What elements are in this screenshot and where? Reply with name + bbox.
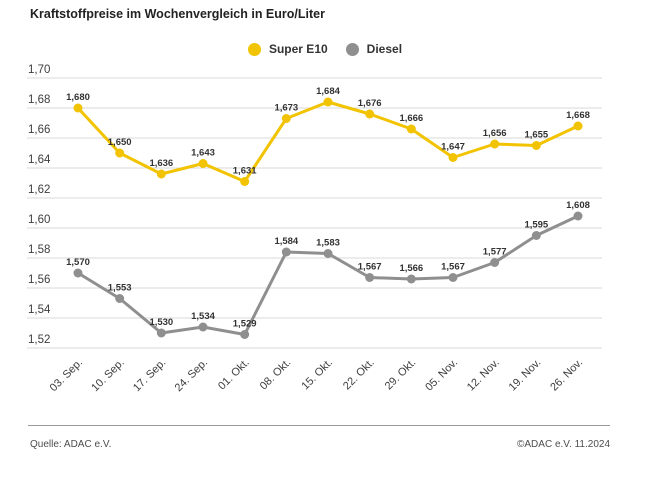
data-point — [490, 258, 499, 267]
data-point — [365, 273, 374, 282]
y-axis-tick-label: 1,70 — [28, 64, 51, 76]
x-axis-tick-label: 05. Nov. — [423, 356, 461, 394]
data-point-label: 1,567 — [357, 261, 382, 273]
data-point-label: 1,636 — [149, 158, 174, 169]
copyright-note: ©ADAC e.V. 11.2024 — [517, 439, 610, 450]
data-point — [74, 104, 83, 113]
y-axis-tick-label: 1,68 — [28, 94, 51, 106]
x-axis-tick-label: 15. Okt. — [299, 356, 336, 393]
data-point-label: 1,673 — [274, 102, 299, 114]
data-point — [240, 177, 249, 186]
data-point-label: 1,676 — [357, 98, 382, 109]
data-point — [115, 149, 124, 158]
data-point — [324, 98, 333, 107]
x-axis-tick-label: 26. Nov. — [548, 356, 586, 394]
data-point-label: 1,570 — [66, 257, 90, 268]
data-point-label: 1,529 — [232, 318, 257, 330]
data-point — [365, 110, 374, 119]
data-point-label: 1,647 — [441, 141, 465, 153]
y-axis-tick-label: 1,62 — [28, 184, 51, 196]
data-point — [157, 329, 166, 338]
data-point — [449, 153, 458, 162]
data-point — [532, 231, 541, 240]
y-axis-tick-label: 1,54 — [28, 304, 51, 316]
y-axis-tick-label: 1,56 — [28, 274, 51, 286]
data-point-label: 1,567 — [441, 261, 465, 273]
data-point — [199, 159, 208, 168]
data-point-label: 1,666 — [399, 113, 424, 124]
y-axis-tick-label: 1,60 — [28, 214, 51, 226]
y-axis-tick-label: 1,66 — [28, 124, 51, 136]
data-point-label: 1,650 — [107, 137, 132, 148]
data-point — [240, 330, 249, 339]
data-point-label: 1,643 — [191, 147, 215, 159]
x-axis-tick-label: 08. Okt. — [257, 356, 294, 393]
x-axis-tick-label: 01. Okt. — [216, 356, 252, 393]
data-point — [532, 141, 541, 150]
data-point-label: 1,530 — [149, 317, 174, 328]
data-point-label: 1,584 — [274, 236, 299, 247]
x-axis-tick-label: 03. Sep. — [47, 356, 86, 395]
legend-label-diesel: Diesel — [366, 42, 403, 56]
data-point-label: 1,566 — [399, 263, 424, 274]
data-point — [407, 125, 416, 134]
data-point-label: 1,553 — [107, 282, 132, 294]
series-line-super-e10 — [78, 102, 578, 182]
data-point-label: 1,656 — [482, 128, 507, 139]
data-point-label: 1,595 — [524, 219, 549, 231]
chart-title: Kraftstoffpreise im Wochenvergleich in Euro/Liter — [30, 7, 325, 21]
x-axis-tick-label: 24. Sep. — [172, 356, 211, 395]
source-note: Quelle: ADAC e.V. — [30, 439, 112, 450]
data-point-label: 1,534 — [191, 311, 215, 322]
data-point-label: 1,684 — [316, 86, 340, 97]
x-axis-tick-label: 17. Sep. — [130, 356, 169, 395]
data-point — [574, 122, 583, 131]
x-axis-tick-label: 12. Nov. — [464, 356, 502, 394]
x-axis-tick-label: 29. Okt. — [382, 356, 419, 393]
data-point — [282, 248, 291, 257]
y-axis-tick-label: 1,52 — [28, 334, 51, 346]
y-axis-tick-label: 1,64 — [28, 154, 51, 166]
data-point — [199, 323, 208, 332]
data-point — [324, 249, 333, 258]
x-axis-tick-label: 19. Nov. — [506, 356, 544, 394]
data-point-label: 1,680 — [66, 92, 90, 103]
data-point-label: 1,668 — [566, 110, 590, 121]
footer-divider — [28, 425, 610, 426]
data-point-label: 1,577 — [482, 246, 507, 258]
legend-label-super-e10: Super E10 — [268, 42, 328, 56]
data-point-label: 1,583 — [316, 237, 340, 249]
data-point — [115, 294, 124, 303]
data-point — [449, 273, 458, 282]
data-point — [574, 212, 583, 221]
data-point — [282, 114, 291, 123]
x-axis-tick-label: 22. Okt. — [341, 356, 377, 393]
data-point-label: 1,608 — [566, 200, 590, 211]
data-point-label: 1,631 — [232, 165, 257, 177]
x-axis-tick-label: 10. Sep. — [89, 356, 127, 395]
data-point — [74, 269, 83, 278]
y-axis-tick-label: 1,58 — [28, 244, 51, 256]
data-point — [407, 275, 416, 284]
data-point — [490, 140, 499, 149]
data-point — [157, 170, 166, 179]
data-point-label: 1,655 — [524, 129, 549, 141]
